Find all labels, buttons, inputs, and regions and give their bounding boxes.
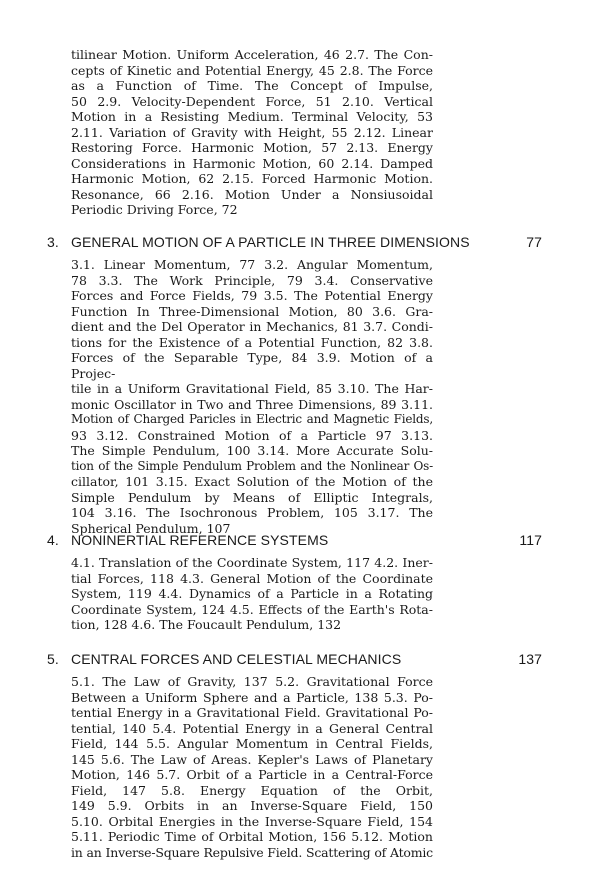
chapter-3-sections (71, 257, 433, 536)
chapter-4-sections (71, 555, 433, 633)
toc-line: Field, 147 5.8. Energy Equation of the Orbit, (71, 782, 433, 798)
toc-line: as a Function of Time. The Concept of Impulse, (71, 78, 433, 93)
toc-line: 93 3.12. Constrained Motion of a Particle 97 3.13. (71, 427, 433, 443)
toc-line: Forces and Force Fields, 79 3.5. The Potential Energy (71, 288, 433, 303)
toc-line: 145 5.6. The Law of Areas. Kepler's Laws of Planetary (71, 751, 433, 767)
toc-line: in an Inverse-Square Repulsive Field. Scattering of Atomic (71, 844, 433, 860)
toc-line: Function In Three-Dimensional Motion, 80 3.6. Gra- (71, 303, 433, 319)
chapter-number: 4. (47, 532, 59, 548)
toc-line: 104 3.16. The Isochronous Problem, 105 3.17. The (71, 505, 433, 520)
chapter-number: 3. (47, 234, 59, 250)
chapter-4-heading (0, 532, 595, 552)
toc-line: Forces of the Separable Type, 84 3.9. Motion of a Projec- (71, 350, 433, 381)
toc-line: tential, 140 5.4. Potential Energy in a General Central (71, 720, 433, 736)
chapter-5-sections (71, 674, 433, 860)
toc-line: Between a Uniform Sphere and a Particle, 138 5.3. Po- (71, 689, 433, 705)
toc-line: Coordinate System, 124 4.5. Effects of the Earth's Rota- (71, 601, 433, 617)
toc-line: Motion of Charged Paricles in Electric and Magnetic Fields, (71, 412, 433, 426)
toc-line: Harmonic Motion, 62 2.15. Forced Harmonic Motion. (71, 171, 433, 186)
chapter-title: GENERAL MOTION OF A PARTICLE IN THREE DIMENSIONS (71, 234, 470, 250)
toc-line: Spherical Pendulum, 107 (71, 520, 231, 536)
toc-line: Simple Pendulum by Means of Elliptic Integrals, (71, 489, 433, 505)
toc-line: tial Forces, 118 4.3. General Motion of the Coordinate (71, 570, 433, 586)
toc-line: The Simple Pendulum, 100 3.14. More Accurate Solu- (71, 443, 433, 458)
toc-line: 4.1. Translation of the Coordinate System, 117 4.2. Iner- (71, 555, 433, 570)
toc-line: 50 2.9. Velocity-Dependent Force, 51 2.10. Vertical (71, 93, 433, 109)
toc-line: 5.11. Periodic Time of Orbital Motion, 156 5.12. Motion (71, 829, 433, 844)
toc-line: cillator, 101 3.15. Exact Solution of the Motion of the (71, 474, 433, 489)
toc-line: tions for the Existence of a Potential Function, 82 3.8. (71, 334, 433, 350)
chapter-3-heading (0, 234, 595, 254)
chapter-2-continuation (71, 47, 433, 218)
toc-line: tential Energy in a Gravitational Field. Gravitational Po- (71, 705, 433, 720)
toc-line: Motion in a Resisting Medium. Terminal Velocity, 53 (71, 109, 433, 124)
chapter-page-number: 117 (519, 532, 542, 548)
toc-line: Periodic Driving Force, 72 (71, 202, 238, 217)
toc-line: tion, 128 4.6. The Foucault Pendulum, 132 (71, 617, 342, 632)
chapter-5-heading (0, 651, 595, 671)
toc-line: Restoring Force. Harmonic Motion, 57 2.13. Energy (71, 140, 433, 155)
toc-line: Motion, 146 5.7. Orbit of a Particle in a Central-Force (71, 767, 433, 782)
toc-line: 5.10. Orbital Energies in the Inverse-Square Field, 154 (71, 813, 433, 829)
toc-line: tion of the Simple Pendulum Problem and the Nonlinear Os- (71, 458, 433, 473)
toc-line: Resonance, 66 2.16. Motion Under a Nonsiusoidal (71, 186, 433, 202)
toc-line: monic Oscillator in Two and Three Dimensions, 89 3.11. (71, 396, 433, 412)
chapter-number: 5. (47, 651, 59, 667)
toc-line: 3.1. Linear Momentum, 77 3.2. Angular Momentum, (71, 257, 433, 272)
toc-line: 5.1. The Law of Gravity, 137 5.2. Gravitational Force (71, 674, 433, 689)
toc-line: 78 3.3. The Work Principle, 79 3.4. Conservative (71, 272, 433, 288)
toc-line: tile in a Uniform Gravitational Field, 85 3.10. The Har- (71, 381, 433, 396)
toc-line: System, 119 4.4. Dynamics of a Particle in a Rotating (71, 586, 433, 601)
chapter-page-number: 77 (526, 234, 542, 250)
toc-line: dient and the Del Operator in Mechanics, 81 3.7. Condi- (71, 319, 433, 334)
chapter-page-number: 137 (518, 651, 542, 667)
toc-line: 149 5.9. Orbits in an Inverse-Square Field, 150 (71, 798, 433, 813)
toc-line: 2.11. Variation of Gravity with Height, 55 2.12. Linear (71, 124, 433, 140)
chapter-title: NONINERTIAL REFERENCE SYSTEMS (71, 532, 329, 548)
toc-line: Considerations in Harmonic Motion, 60 2.14. Damped (71, 155, 433, 171)
toc-line: tilinear Motion. Uniform Acceleration, 46 2.7. The Con- (71, 47, 433, 62)
toc-line: cepts of Kinetic and Potential Energy, 45 2.8. The Force (71, 62, 433, 78)
toc-line: Field, 144 5.5. Angular Momentum in Central Fields, (71, 736, 433, 751)
chapter-title: CENTRAL FORCES AND CELESTIAL MECHANICS (71, 651, 402, 667)
